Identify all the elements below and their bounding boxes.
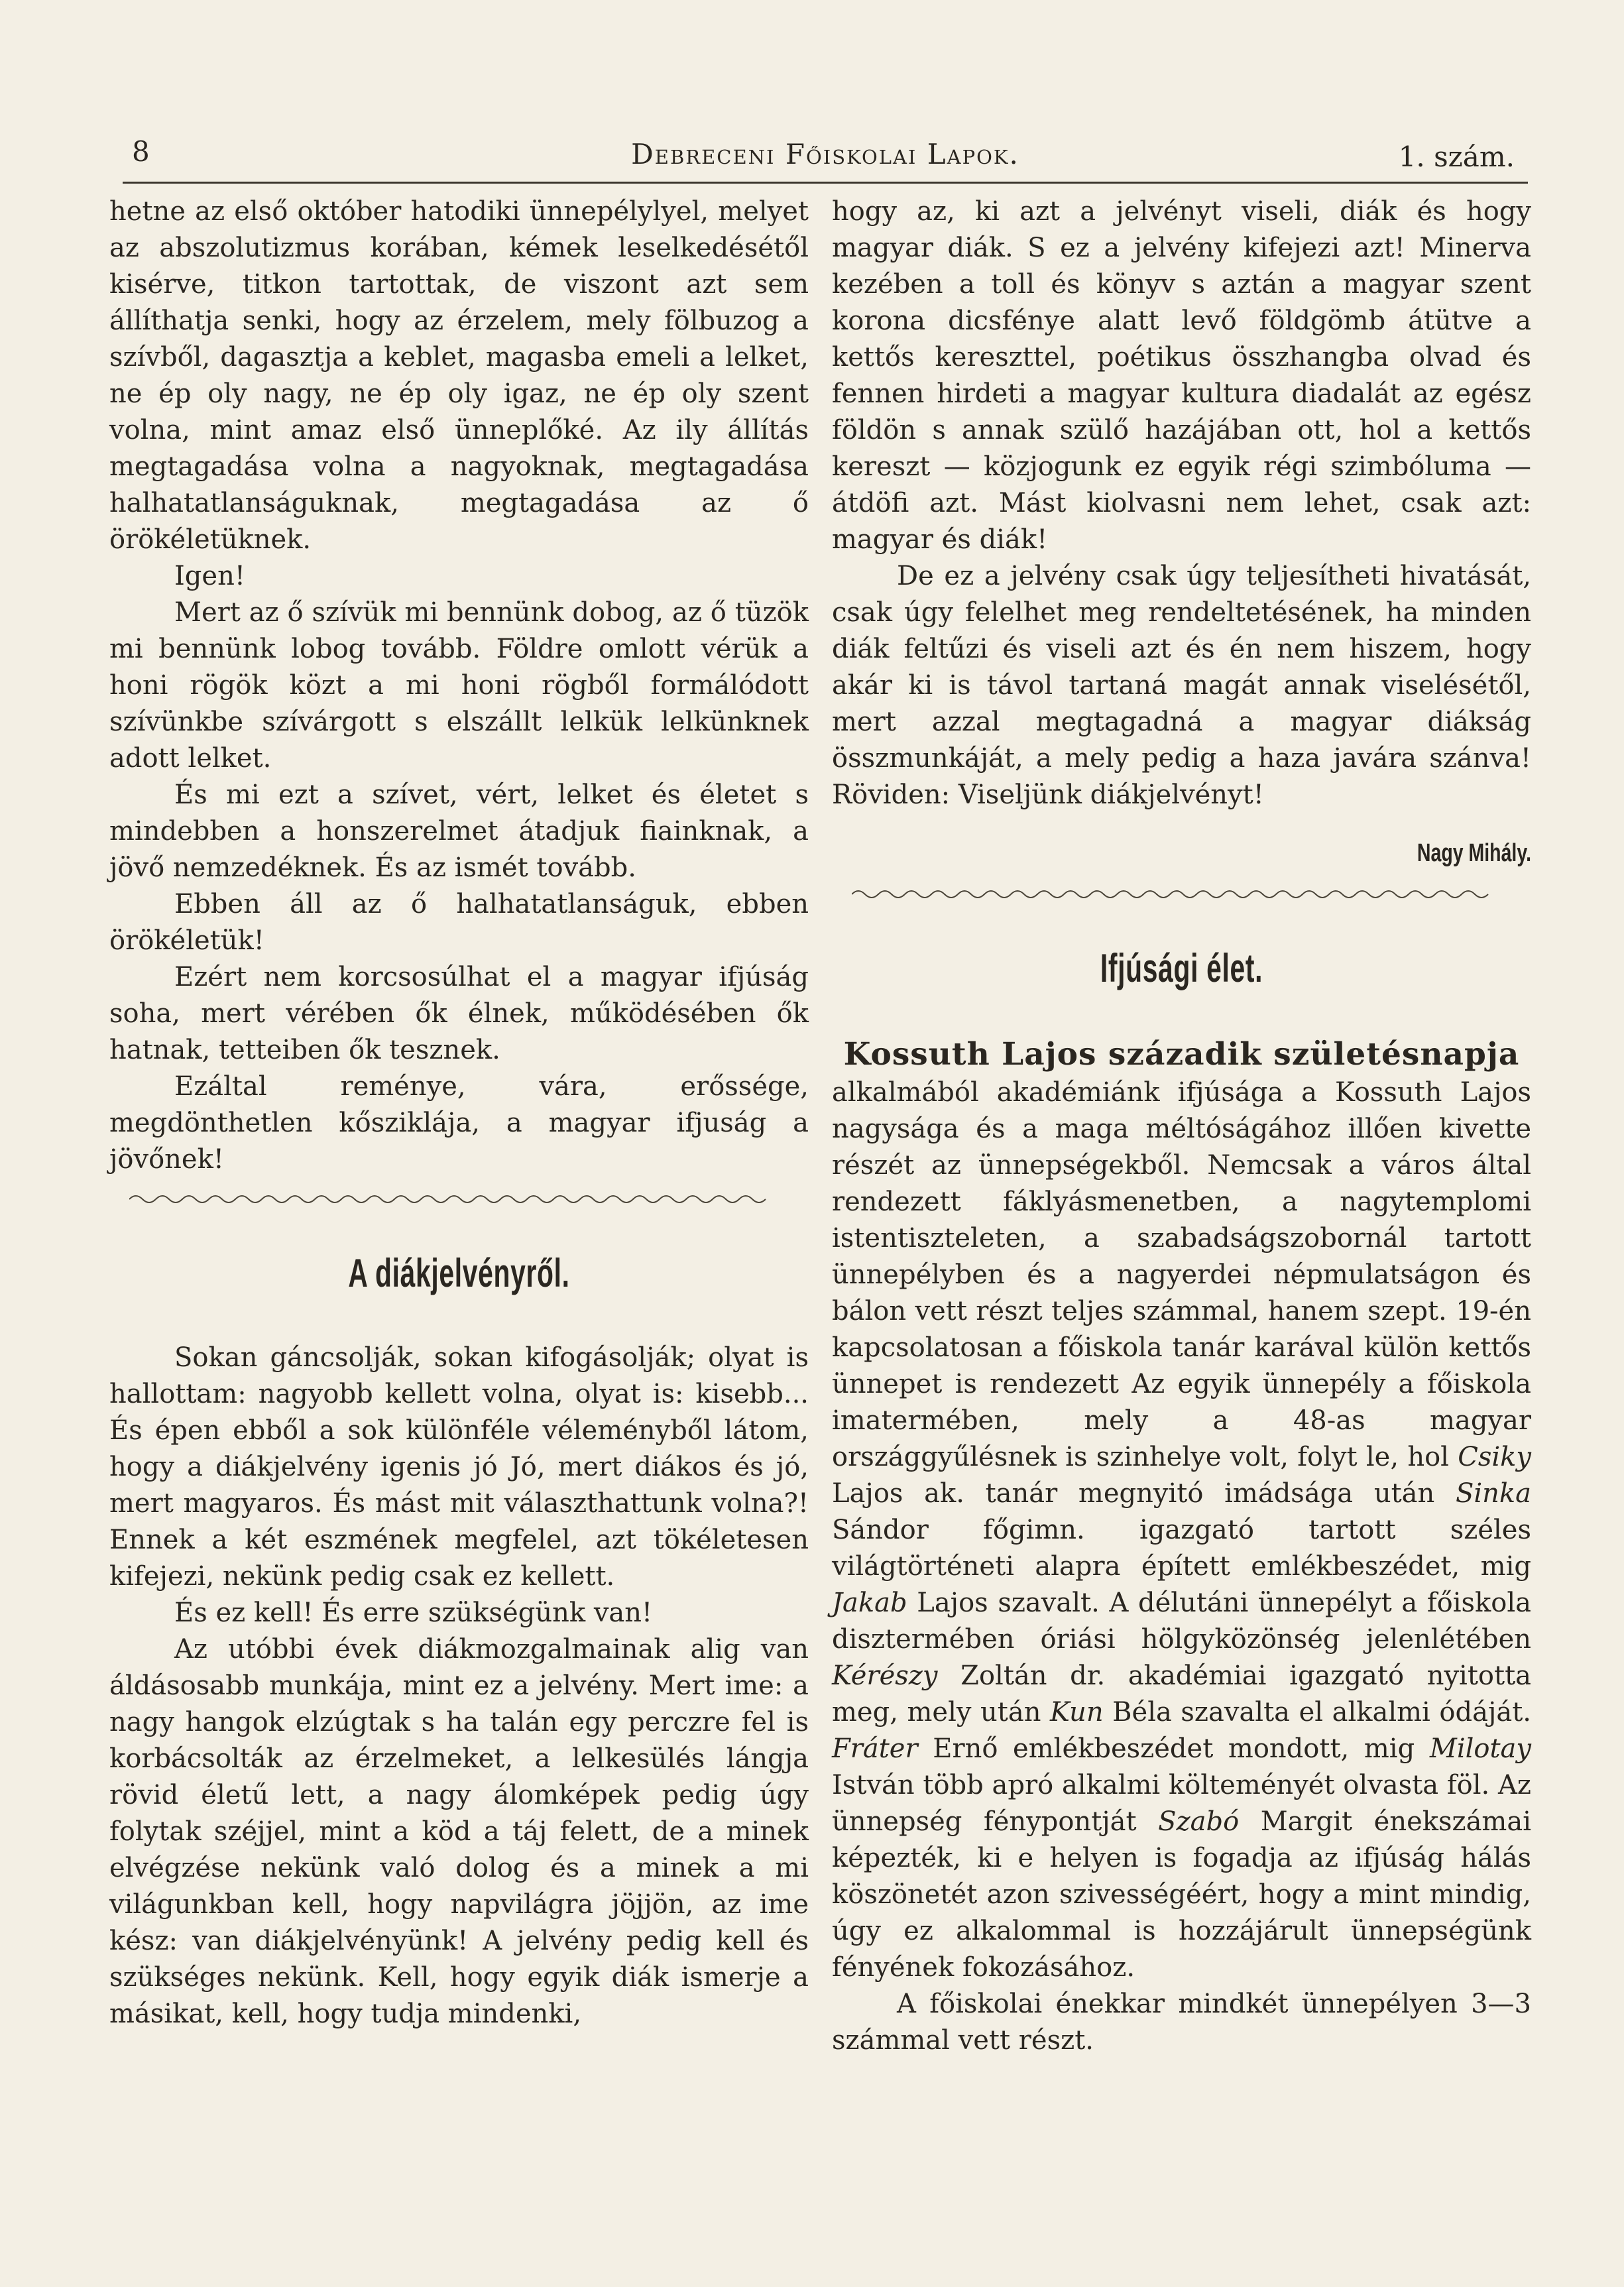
paragraph: És ez kell! És erre szükségünk van! bbox=[174, 1598, 653, 1628]
paragraph: Az utóbbi évek diákmozgalmainak alig van áldásosabb munkája, mint ez a jelvény. Mert ime: a nagy hangok elzúgtak s ha talán egy perczre fel is korbácsolták az érzelmeket, a lelkesülés lángja rövid életű lett, a nagy álomképek pedig úgy folytak széjjel, mint a köd a táj felett, de a minek elvégzése nekünk való dolog és a minek a mi világunkban kell, hogy napvilágra jöjjön, az ime kész: van diákjelvényünk! A jelvény pedig kell és szükséges nekünk. Kell, hogy egyik diák ismerje a másikat, kell, hogy tudja mindenki, bbox=[109, 1634, 809, 2029]
wavy-divider bbox=[129, 1191, 772, 1207]
wavy-divider bbox=[852, 886, 1495, 902]
author-signature: Nagy Mihály. bbox=[1417, 839, 1531, 867]
paragraph: De ez a jelvény csak úgy teljesítheti hivatását, csak úgy felelhet meg rendeltetésének, ha minden diák feltűzi és viseli azt és én nem hiszem, hogy akár ki is távol tartaná magát annak viselésétől, mert azzal megtagadná a magyar diákság összmunkáját, a mely pedig a haza javára szánva! Röviden: Viseljünk diákjelvényt! bbox=[832, 561, 1531, 810]
person-name: Milotay bbox=[1429, 1733, 1532, 1764]
person-name: Csiky bbox=[1458, 1442, 1531, 1472]
section-title: A diákjelvényről. bbox=[348, 1251, 570, 1295]
paragraph: alkalmából akadémiánk ifjúsága a Kossuth Lajos nagysága és a maga méltóságához illően kivette részét az ünnepségekből. Nemcsak a város által rendezett fáklyásmenetben, a nagytemplomi istentiszteleten, a szabadságszobornál tartott ünnepélyben és a nagyerdei népmulatságon és bálon vett részt teljes számmal, hanem szept. 19-én kapcsolatosan a főiskola tanár karával külön kettős ünnepet is rendezett Az egyik ünnepély a főiskola imatermében, mely a 48-as magyar országgyűlésnek is szinhelye volt, folyt le, hol Csiky Lajos ak. tanár megnyitó imádsága után Sinka Sándor főgimn. igazgató tartott széles világtörténeti alapra épített emlékbeszédet, mig Jakab Lajos szavalt. A délutáni ünnepélyt a főiskola disztermében óriási hölgyközönség jelenlétében Kérészy Zoltán dr. akadémiai igazgató nyitotta meg, mely után Kun Béla szavalta el alkalmi ódáját. Fráter Ernő emlékbeszédet mondott, mig Milotay István több apró alkalmi költeményét olvasta föl. Az ünnepség fénypontját Szabó Margit énekszámai képezték, ki e helyen is fogadja az ifjúság hálás köszönetét azon szivességéért, hogy a mint mindig, úgy ez alkalommal is hozzájárult ünnepségünk fényének fokozásához. bbox=[832, 1077, 1532, 1983]
paragraph: hetne az első október hatodiki ünnepélylyel, melyet az abszolutizmus korában, kémek leselkedésétől kisérve, titkon tartottak, de viszont azt sem állíthatja senki, hogy az érzelem, mely fölbuzog a szívből, dagasztja a keblet, magasba emeli a lelket, ne ép oly nagy, ne ép oly igaz, ne ép oly szent volna, mint amaz első ünneplőké. Az ily állítás megtagadása volna a nagyoknak, megtagadása halhatatlanságuknak, megtagadása az ő örökéletüknek. bbox=[109, 196, 809, 555]
section-title: Ifjúsági élet. bbox=[1100, 946, 1263, 990]
paragraph: És mi ezt a szívet, vért, lelket és életet s mindebben a honszerelmet átadjuk fiainknak, a jövő nemzedéknek. És az ismét tovább. bbox=[109, 780, 809, 883]
journal-title: Debreceni Főiskolai Lapok. bbox=[631, 138, 1019, 170]
person-name: Sinka bbox=[1455, 1478, 1531, 1509]
person-name: Kun bbox=[1050, 1697, 1104, 1728]
person-name: Fráter bbox=[832, 1733, 918, 1764]
left-column bbox=[109, 194, 809, 2032]
paragraph: Ezért nem korcsosúlhat el a magyar ifjúság soha, mert vérében ők élnek, működésében ők hatnak, tetteiben ők tesznek. bbox=[109, 962, 809, 1065]
paragraph: A főiskolai énekkar mindkét ünnepélyen 3—3 számmal vett részt. bbox=[832, 1989, 1531, 2056]
article-subheading: Kossuth Lajos századik születésnapja bbox=[843, 1036, 1520, 1073]
page-header bbox=[123, 130, 1528, 184]
paragraph: hogy az, ki azt a jelvényt viseli, diák és hogy magyar diák. S ez a jelvény kifejezi azt! Minerva kezében a toll és könyv s aztán a magyar szent korona dicsfénye alatt levő földgömb átütve a kettős kereszttel, poétikus összhangba olvad és fennen hirdeti a magyar kultura diadalát az egész földön s annak szülő hazájában ott, hol a kettős kereszt — közjogunk ez egyik régi szimbóluma — átdöfi azt. Mást kiolvasni nem lehet, csak azt: magyar és diák! bbox=[832, 196, 1531, 555]
paragraph: Igen! bbox=[174, 561, 245, 591]
person-name: Szabó bbox=[1158, 1806, 1240, 1837]
paragraph: Ebben áll az ő halhatatlanságuk, ebben örökéletük! bbox=[109, 889, 809, 956]
paragraph: Mert az ő szívük mi bennünk dobog, az ő tüzök mi bennünk lobog tovább. Földre omlott vérük a honi rögök közt a mi honi rögből formálódott szívünkbe szívárgott s elszállt lelkük lelkünknek adott lelket. bbox=[109, 597, 809, 774]
issue-number: 1. szám. bbox=[1398, 141, 1515, 173]
person-name: Kérészy bbox=[832, 1661, 938, 1691]
page-number: 8 bbox=[132, 135, 150, 168]
right-column bbox=[832, 194, 1531, 2059]
paragraph: Sokan gáncsolják, sokan kifogásolják; olyat is hallottam: nagyobb kellett volna, olyat is: kisebb... És épen ebből a sok különféle véleményből látom, hogy a diákjelvény igenis jó Jó, mert diákos és jó, mert magyaros. És mást mit választhattunk volna?! Ennek a két eszmének megfelel, azt tökéletesen kifejezi, nekünk pedig csak ez kellett. bbox=[109, 1342, 809, 1592]
paragraph: Ezáltal reménye, vára, erőssége, megdönthetlen kősziklája, a magyar ifjuság a jövőnek! bbox=[109, 1071, 809, 1175]
person-name: Jakab bbox=[832, 1588, 907, 1618]
